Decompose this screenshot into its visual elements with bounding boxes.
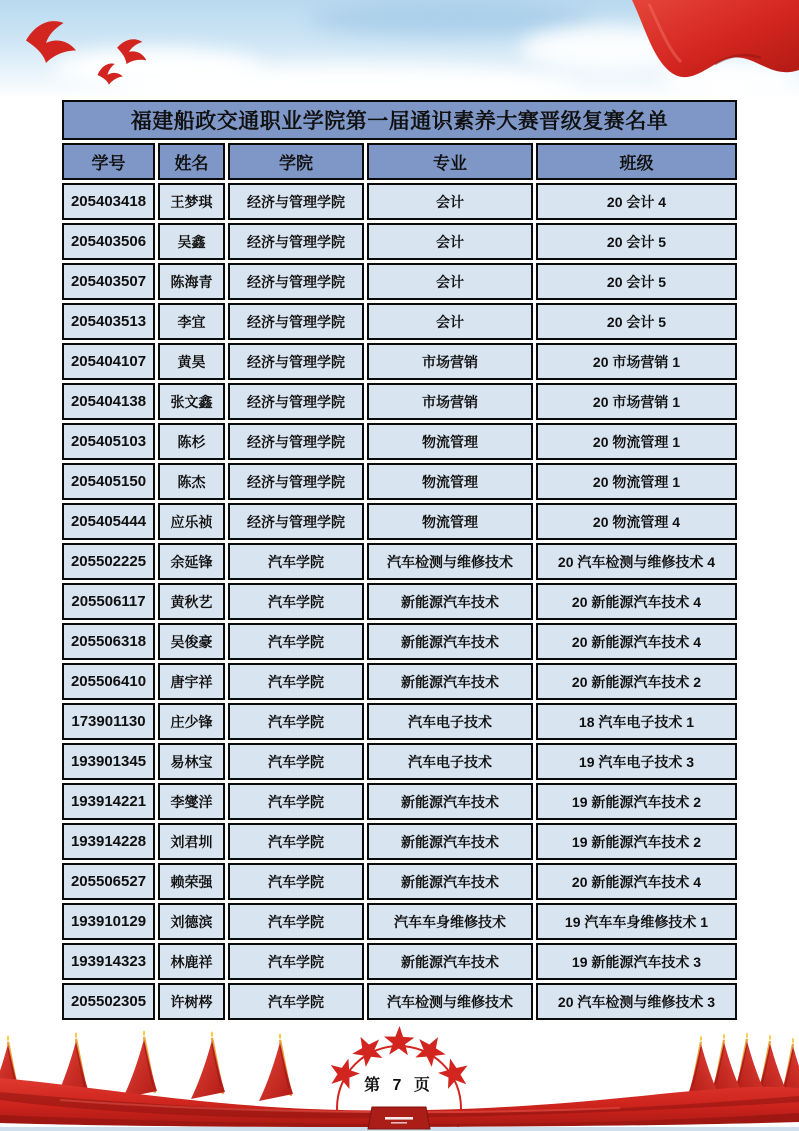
cell-name: 唐宇祥 [158, 663, 225, 700]
cell-id: 193901345 [62, 743, 155, 780]
cell-id: 205403507 [62, 263, 155, 300]
cell-major: 新能源汽车技术 [367, 783, 533, 820]
table-row [62, 783, 737, 820]
table-row [62, 303, 737, 340]
cell-class: 18 汽车电子技术 1 [536, 703, 737, 740]
cell-name: 吴俊豪 [158, 623, 225, 660]
table-row [62, 543, 737, 580]
table-row [62, 983, 737, 1020]
table-row [62, 503, 737, 540]
red-doves-icon [8, 6, 178, 101]
cell-major: 汽车检测与维修技术 [367, 983, 533, 1020]
cell-id: 205403513 [62, 303, 155, 340]
cell-major: 会计 [367, 263, 533, 300]
cell-college: 汽车学院 [228, 943, 364, 980]
cell-class: 20 市场营销 1 [536, 343, 737, 380]
cell-major: 新能源汽车技术 [367, 583, 533, 620]
cell-college: 汽车学院 [228, 743, 364, 780]
cell-name: 易林宝 [158, 743, 225, 780]
cell-id: 173901130 [62, 703, 155, 740]
column-header-id: 学号 [62, 143, 155, 180]
cell-major: 汽车车身维修技术 [367, 903, 533, 940]
cell-class: 20 物流管理 4 [536, 503, 737, 540]
cell-class: 19 新能源汽车技术 2 [536, 783, 737, 820]
cell-id: 205405150 [62, 463, 155, 500]
cell-college: 汽车学院 [228, 663, 364, 700]
cell-major: 物流管理 [367, 423, 533, 460]
red-flag-icon [619, 0, 799, 100]
table-row [62, 743, 737, 780]
cell-college: 经济与管理学院 [228, 223, 364, 260]
cell-id: 193914323 [62, 943, 155, 980]
cell-major: 物流管理 [367, 503, 533, 540]
table-row [62, 263, 737, 300]
cell-id: 205405103 [62, 423, 155, 460]
cell-college: 汽车学院 [228, 903, 364, 940]
cell-college: 经济与管理学院 [228, 423, 364, 460]
cell-name: 余延锋 [158, 543, 225, 580]
cell-name: 陈杰 [158, 463, 225, 500]
cell-class: 19 新能源汽车技术 3 [536, 943, 737, 980]
cell-class: 20 会计 5 [536, 223, 737, 260]
cell-name: 应乐祯 [158, 503, 225, 540]
cell-name: 陈海青 [158, 263, 225, 300]
footer-decoration [0, 1022, 799, 1131]
cell-class: 20 会计 4 [536, 183, 737, 220]
table-row [62, 823, 737, 860]
cell-class: 20 汽车检测与维修技术 4 [536, 543, 737, 580]
cell-class: 19 汽车电子技术 3 [536, 743, 737, 780]
cell-name: 李燮洋 [158, 783, 225, 820]
cell-major: 新能源汽车技术 [367, 623, 533, 660]
table-row [62, 383, 737, 420]
table-body [62, 183, 737, 1020]
column-header-name: 姓名 [158, 143, 225, 180]
table-row [62, 343, 737, 380]
cell-major: 汽车电子技术 [367, 743, 533, 780]
table-row [62, 943, 737, 980]
cloud [310, 2, 590, 36]
cell-class: 20 会计 5 [536, 303, 737, 340]
cell-college: 汽车学院 [228, 703, 364, 740]
cell-college: 经济与管理学院 [228, 303, 364, 340]
cell-class: 20 新能源汽车技术 4 [536, 623, 737, 660]
cell-college: 经济与管理学院 [228, 463, 364, 500]
cell-name: 陈杉 [158, 423, 225, 460]
column-header-class: 班级 [536, 143, 737, 180]
page-number: 第 7 页 [364, 1077, 434, 1094]
cell-name: 黄昊 [158, 343, 225, 380]
cell-college: 经济与管理学院 [228, 503, 364, 540]
table-row [62, 223, 737, 260]
cell-major: 新能源汽车技术 [367, 823, 533, 860]
cell-major: 新能源汽车技术 [367, 943, 533, 980]
cell-major: 汽车电子技术 [367, 703, 533, 740]
cell-class: 20 市场营销 1 [536, 383, 737, 420]
cell-college: 汽车学院 [228, 583, 364, 620]
cell-major: 会计 [367, 303, 533, 340]
cell-id: 205506318 [62, 623, 155, 660]
cell-id: 205506117 [62, 583, 155, 620]
cell-id: 205506527 [62, 863, 155, 900]
cell-class: 20 物流管理 1 [536, 463, 737, 500]
table-row [62, 703, 737, 740]
cell-class: 20 新能源汽车技术 4 [536, 583, 737, 620]
competition-roster-table [62, 100, 737, 1023]
column-header-major: 专业 [367, 143, 533, 180]
cell-class: 20 会计 5 [536, 263, 737, 300]
cell-college: 汽车学院 [228, 783, 364, 820]
cell-class: 20 汽车检测与维修技术 3 [536, 983, 737, 1020]
cell-name: 吴鑫 [158, 223, 225, 260]
column-header-college: 学院 [228, 143, 364, 180]
cell-major: 会计 [367, 223, 533, 260]
table-row [62, 903, 737, 940]
cell-major: 物流管理 [367, 463, 533, 500]
cell-id: 193910129 [62, 903, 155, 940]
cell-class: 19 新能源汽车技术 2 [536, 823, 737, 860]
cell-name: 黄秋艺 [158, 583, 225, 620]
cell-class: 19 汽车车身维修技术 1 [536, 903, 737, 940]
cell-id: 205403506 [62, 223, 155, 260]
cell-major: 新能源汽车技术 [367, 863, 533, 900]
cell-class: 20 新能源汽车技术 4 [536, 863, 737, 900]
table-row [62, 583, 737, 620]
table-row [62, 183, 737, 220]
page-title: 福建船政交通职业学院第一届通识素养大赛晋级复赛名单 [62, 100, 737, 140]
cell-major: 市场营销 [367, 383, 533, 420]
table-header-row [62, 143, 737, 180]
cell-class: 20 新能源汽车技术 2 [536, 663, 737, 700]
cell-major: 会计 [367, 183, 533, 220]
table-row [62, 863, 737, 900]
table-row [62, 663, 737, 700]
cell-college: 汽车学院 [228, 823, 364, 860]
cell-name: 刘君圳 [158, 823, 225, 860]
cell-college: 经济与管理学院 [228, 263, 364, 300]
cell-id: 205502225 [62, 543, 155, 580]
cell-college: 汽车学院 [228, 543, 364, 580]
cell-major: 市场营销 [367, 343, 533, 380]
table-row [62, 623, 737, 660]
cell-college: 经济与管理学院 [228, 343, 364, 380]
cell-id: 205405444 [62, 503, 155, 540]
cell-id: 205403418 [62, 183, 155, 220]
cell-major: 新能源汽车技术 [367, 663, 533, 700]
cell-id: 193914221 [62, 783, 155, 820]
cell-name: 李宜 [158, 303, 225, 340]
cell-id: 193914228 [62, 823, 155, 860]
cell-college: 经济与管理学院 [228, 183, 364, 220]
cell-college: 经济与管理学院 [228, 383, 364, 420]
cell-college: 汽车学院 [228, 623, 364, 660]
cell-name: 张文鑫 [158, 383, 225, 420]
cell-college: 汽车学院 [228, 983, 364, 1020]
cell-name: 王梦琪 [158, 183, 225, 220]
cell-name: 庄少锋 [158, 703, 225, 740]
cell-id: 205404138 [62, 383, 155, 420]
table-row [62, 423, 737, 460]
cell-class: 20 物流管理 1 [536, 423, 737, 460]
cell-name: 林鹿祥 [158, 943, 225, 980]
cell-id: 205502305 [62, 983, 155, 1020]
table-row [62, 463, 737, 500]
cell-college: 汽车学院 [228, 863, 364, 900]
cell-name: 刘德滨 [158, 903, 225, 940]
cell-id: 205506410 [62, 663, 155, 700]
cell-major: 汽车检测与维修技术 [367, 543, 533, 580]
footer-logo-tab [368, 1107, 430, 1129]
cell-name: 许树梣 [158, 983, 225, 1020]
cell-name: 赖荣强 [158, 863, 225, 900]
cell-id: 205404107 [62, 343, 155, 380]
